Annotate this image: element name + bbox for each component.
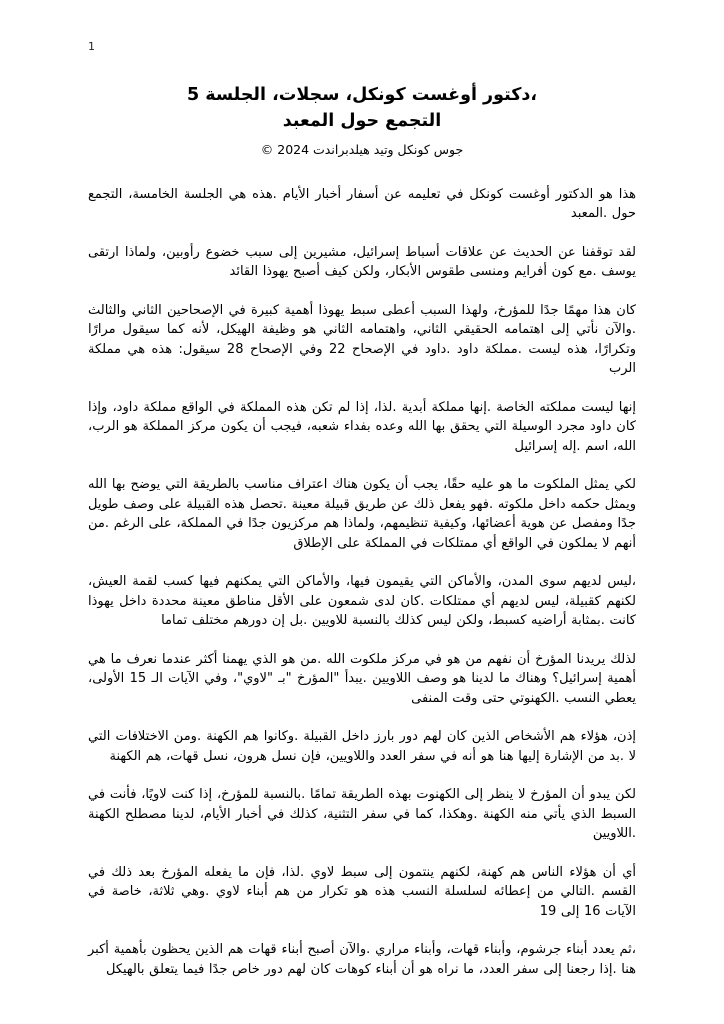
paragraph: لكن يبدو أن المؤرخ لا ينظر إلى الكهنوت بهذه الطريقة تمامًا .بالنسبة للمؤرخ، إذا كنت لاويًا، فأنت في السبط الذي يأتي منه الكهنة .وهكذا، كما في سفر التثنية، كذلك في أخبار الأيام، لدينا مصطلح الكهنة .اللاويين [88,787,636,841]
paragraph: كان هذا مهمًا جدًا للمؤرخ، ولهذا السبب أعطى سبط يهوذا أهمية كبيرة في الإصحاحين الثاني والثالث .والآن نأتي إلى اهتمامه الحقيقي الثاني، واهتمامه الثاني هو وظيفة الهيكل، لأنه كما سيقول مرارًا وتكرارًا، هذه ليست .مملكة داود .داود في الإصحاح 22 وفي الإصحاح 28 سيقول: هذه هي مملكة الرب [88,302,636,376]
page-number: 1 [88,40,95,53]
title-block [88,82,636,157]
paragraph: إنها ليست مملكته الخاصة .إنها مملكة أبدية .لذا، إذا لم تكن هذه المملكة في الواقع مملكة داود، وإذا كان داود مجرد الوسيلة التي يحقق بها الله وعده بفداء شعبه، فيجب أن يكون مركز المملكة هو الرب، الله، اسم .إله إسرائيل [88,399,636,454]
paragraph: أي أن هؤلاء الناس هم كهنة، لكنهم ينتمون إلى سبط لاوي .لذا، فإن ما يفعله المؤرخ بعد ذلك في القسم .التالي من إعطائه لسلسلة النسب هذه هو تكرار من هم أبناء لاوي .وهي ثلاثة، خاصة في الآيات 16 إلى 19 [88,864,636,919]
document-title-line2: التجمع حول المعبد [282,111,442,132]
paragraph: ،ليس لديهم سوى المدن، والأماكن التي يقيمون فيها، والأماكن التي يمكنهم فيها كسب لقمة العيش، لكنهم كقبيلة، ليس لديهم أي ممتلكات .كان لدى شمعون على الأقل مناطق معينة محددة داخل يهوذا كانت .بمثابة أراضيه كسبط، ولكن ليس كذلك بالنسبة للاويين .بل إن دورهم مختلف تماما [88,574,636,628]
paragraph: إذن، هؤلاء هم الأشخاص الذين كان لهم دور بارز داخل القبيلة .وكانوا هم الكهنة .ومن الاختلافات التي لا .بد من الإشارة إليها هنا هو أنه في سفر العدد واللاويين، فإن نسل هرون، نسل قهات، هم الكهنة [88,729,636,764]
document-body [88,185,636,980]
paragraph: ،ثم يعدد أبناء جرشوم، وأبناء قهات، وأبناء مراري .والآن أصبح أبناء قهات هم الذين يحظون بأهمية أكبر هنا .إذا رجعنا إلى سفر العدد، ما نراه هو أن أبناء كوهات كان لهم دور خاص جدًا فيما يتعلق بالهيكل [88,942,636,977]
document-title-line1: ،دكتور أوغست كونكل، سجلات، الجلسة 5 [186,85,538,105]
paragraph: هذا هو الدكتور أوغست كونكل في تعليمه عن أسفار أخبار الأيام .هذه هي الجلسة الخامسة، التجمع حول .المعبد [88,186,636,221]
copyright-line: جوس كونكل وتيد هيلدبراندت 2024 © [260,141,464,157]
paragraph: لكي يمثل الملكوت ما هو عليه حقًا، يجب أن يكون هناك اعتراف مناسب بالطريقة التي يوضح بها الله ويمثل حكمه داخل ملكوته .فهو يفعل ذلك عن طريق قبيلة معينة .تحصل هذه القبيلة على وصف طويل جدًا ومفصل عن هوية أعضائها، وكيفية تنظيمهم، ولماذا هم مركزيون جدًا في المملكة، على الرغم .من أنهم لا يملكون في الواقع أي ممتلكات في المملكة على الإطلاق [88,477,636,551]
paragraph: لقد توقفنا عن الحديث عن علاقات أسباط إسرائيل، مشيرين إلى سبب خضوع رأوبين، ولماذا ارتقى يوسف .مع كون أفرايم ومنسى طقوس الأبكار، ولكن كيف أصبح يهوذا القائد [88,244,636,279]
paragraph: لذلك يريدنا المؤرخ أن نفهم من هو في مركز ملكوت الله .من هو الذي يهمنا أكثر عندما نعرف ما هي أهمية إسرائيل؟ وهناك ما لدينا هو وصف اللاويين .يبدأ "المؤرخ "بـ "لاوي"، وفي الآيات الـ 15 الأولى، يعطي النسب .الكهنوتي حتى وقت المنفى [88,651,637,706]
